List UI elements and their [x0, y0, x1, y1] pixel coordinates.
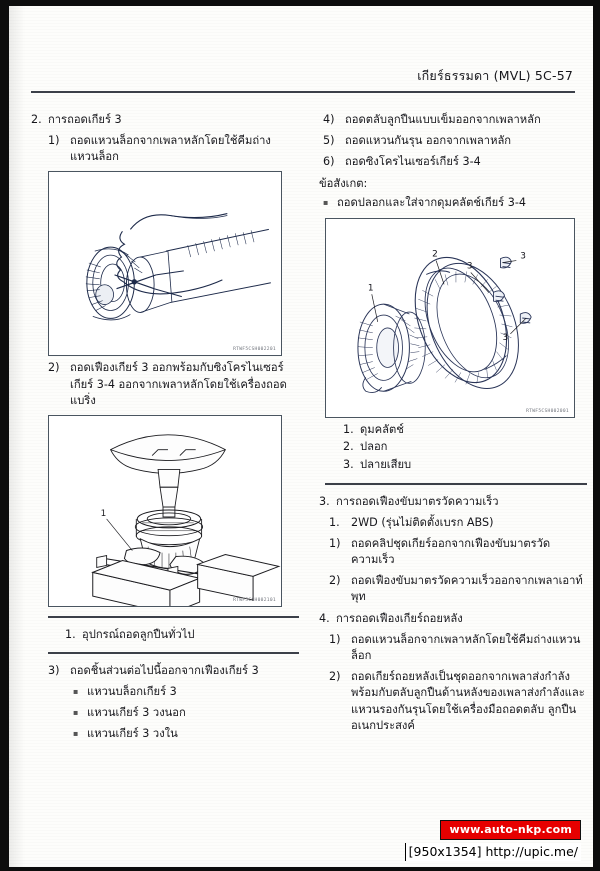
- bullet-dot-icon: ▪: [73, 728, 79, 738]
- step-3-item: [31, 705, 299, 722]
- step-number: 1): [329, 632, 341, 646]
- section-3-number: 3.: [319, 494, 330, 508]
- section-2-title: การถอดเกียร์ 3: [48, 113, 122, 126]
- step-text: ถอดแหวนกันรุน ออกจากเพลาหลัก: [345, 134, 512, 148]
- divider-below-caption: [48, 652, 299, 654]
- figure-callout-3a: 3: [466, 261, 473, 272]
- figure-3-caption-list: [343, 422, 587, 474]
- figure-bearing-puller-press-drawing: [49, 416, 281, 606]
- caption-number: 1.: [65, 627, 76, 641]
- note-item-text: ถอดปลอกและใส่จากดุมคลัตช์เกียร์ 3-4: [337, 196, 527, 210]
- caption-text: ปลายเสียบ: [360, 458, 412, 472]
- figure-synchronizer-exploded: [325, 218, 575, 418]
- section-3-step-1: [319, 536, 587, 568]
- figure-callout-3b: 3: [520, 251, 526, 262]
- section-2-step-6: [319, 154, 587, 170]
- step-text: ถอดเกียร์ถอยหลังเป็นชุดออกจากเพลาส่งกำลังพร้อมกับตลับลูกปืนด้านหลังของเพลาส่งกำลังและแหวนรองกันรุนโดยใช้เครื่องมือถอดตลับ ลูกปืนอเนกประสงค์: [351, 670, 585, 732]
- section-3-step-2: [319, 573, 587, 605]
- header-divider: [31, 91, 575, 93]
- caption-text: ดุมคลัตช์: [360, 422, 404, 436]
- watermark-meta-text: [950x1354] http://upic.me/: [405, 843, 581, 861]
- section-3-sub-1: [319, 515, 587, 531]
- figure-synchronizer-exploded-drawing: [326, 219, 574, 417]
- section-2-step-4: [319, 112, 587, 128]
- bullet-dot-icon: ▪: [73, 708, 79, 718]
- page-sheet: [9, 6, 593, 867]
- caption-text: อุปกรณ์ถอดลูกปืนทั่วไป: [82, 627, 195, 641]
- section-3-title: การถอดเฟืองขับมาตรวัดความเร็ว: [336, 494, 499, 508]
- section-2-step-5: [319, 133, 587, 149]
- step-text: ถอดแหวนล็อกจากเพลาหลักโดยใช้คีมถ่างแหวนล็อก: [351, 632, 581, 662]
- step-text: ถอดซิงโครไนเซอร์เกียร์ 3-4: [345, 155, 481, 169]
- section-2-step-1: [31, 133, 299, 165]
- step-number: 4): [323, 113, 335, 126]
- step-text: ถอดเฟืองเกียร์ 3 ออกพร้อมกับซิงโครไนเซอร์เกียร์ 3-4 ออกจากเพลาหลักโดยใช้เครื่องถอดแบริ่ง: [70, 361, 287, 407]
- step-3-item-text: แหวนบล็อกเกียร์ 3: [87, 685, 177, 699]
- figure-snap-ring-pliers-drawing: [49, 172, 281, 355]
- figure-code: RTWF5CSH002201: [233, 347, 276, 353]
- caption-number: 3.: [343, 458, 354, 472]
- caption-item: [343, 439, 587, 456]
- watermark-site-badge[interactable]: www.auto-nkp.com: [440, 820, 581, 840]
- section-4-step-1: [319, 632, 587, 664]
- two-column-body: [31, 112, 587, 812]
- section-4-title: การถอดเฟืองเกียร์ถอยหลัง: [336, 611, 463, 625]
- caption-number: 2.: [343, 440, 354, 454]
- step-3-item: [31, 726, 299, 743]
- section-3-heading: [319, 494, 587, 510]
- caption-item: [65, 627, 299, 644]
- bullet-dot-icon: ▪: [323, 198, 329, 208]
- step-3-item-text: แหวนเกียร์ 3 วงนอก: [87, 706, 186, 720]
- step-number: 6): [323, 155, 335, 169]
- divider-above-caption: [48, 616, 299, 618]
- figure-callout-2: 2: [432, 249, 438, 260]
- sub-number: 1.: [329, 515, 340, 529]
- bullet-dot-icon: ▪: [73, 687, 79, 697]
- step-number: 3): [48, 664, 60, 678]
- section-2-step-2: [31, 360, 299, 409]
- figure-2-caption-list: [65, 627, 299, 644]
- page-title: เกียร์ธรรมดา (MVL) 5C-57: [417, 68, 573, 83]
- step-number: 1): [329, 536, 341, 550]
- right-column: [319, 112, 587, 739]
- page-header: [31, 66, 575, 100]
- figure-callout-1: 1: [367, 282, 374, 293]
- section-2-number: 2.: [31, 113, 42, 126]
- caption-number: 1.: [343, 422, 354, 436]
- step-text: ถอดชิ้นส่วนต่อไปนี้ออกจากเฟืองเกียร์ 3: [70, 664, 259, 678]
- figure-code: RTWF5CSH002001: [526, 408, 569, 414]
- section-2-step-3: [31, 663, 299, 679]
- step-number: 1): [48, 133, 60, 147]
- step-text: ถอดเฟืองขับมาตรวัดความเร็วออกจากเพลาเอาท์พุท: [351, 574, 583, 604]
- step-number: 5): [323, 134, 335, 148]
- figure-bearing-puller-press: [48, 415, 282, 607]
- footer-watermarks: [381, 818, 581, 861]
- figure-snap-ring-pliers: [48, 171, 282, 356]
- step-3-item: [31, 684, 299, 701]
- step-number: 2): [329, 574, 341, 588]
- note-item: [319, 195, 587, 211]
- figure-code: RTWF5CSH002101: [233, 598, 276, 604]
- caption-text: ปลอก: [360, 440, 388, 454]
- section-4-step-2: [319, 669, 587, 734]
- step-number: 2): [48, 361, 60, 375]
- step-text: ถอดตลับลูกปืนแบบเข็มออกจากเพลาหลัก: [345, 113, 541, 126]
- section-4-number: 4.: [319, 611, 330, 625]
- figure-callout-3c: 3: [502, 332, 509, 343]
- figure-callout-1: 1: [100, 509, 107, 520]
- step-text: ถอดคลิปชุดเกียร์ออกจากเฟืองขับมาตรวัดความเร็ว: [351, 536, 551, 566]
- note-label: ข้อสังเกต:: [319, 176, 368, 190]
- sub-text: 2WD (รุ่นไม่ติดตั้งเบรก ABS): [351, 515, 494, 529]
- caption-item: [343, 457, 587, 474]
- step-3-item-text: แหวนเกียร์ 3 วงใน: [87, 726, 178, 740]
- section-2-heading: [31, 112, 299, 128]
- step-text: ถอดแหวนล็อกจากเพลาหลักโดยใช้คีมถ่างแหวนล็อก: [70, 133, 271, 164]
- divider-below-figure-3-caption: [325, 483, 587, 485]
- step-number: 2): [329, 670, 341, 684]
- section-4-heading: [319, 611, 587, 627]
- left-column: [31, 112, 299, 747]
- caption-item: [343, 422, 587, 439]
